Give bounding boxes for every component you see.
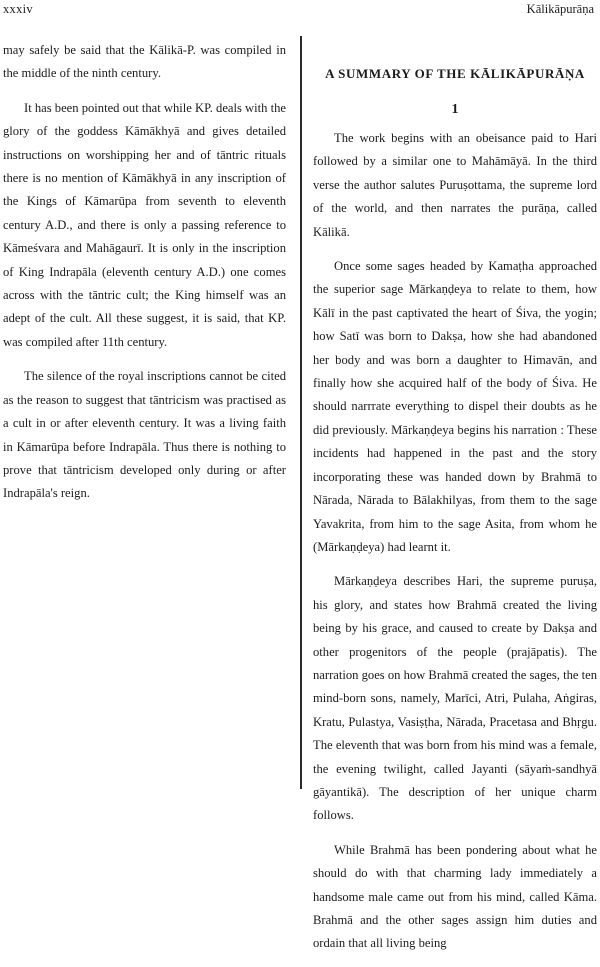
right-column	[313, 65, 597, 967]
right-paragraph-3: Mārkaṇḍeya describes Hari, the supreme puruṣa, his glory, and states how Brahmā created the living being by his grace, and caused to create by Dakṣa and other progenitors of the people (prajāpatis). The narration goes on how Brahmā created the sages, the ten mind-born sons, namely, Marīci, Atri, Pulaha, Aṅgiras, Kratu, Pulastya, Vasiṣṭha, Nārada, Pracetasa and Bhṛgu. The eleventh that was born from his mind was a female, the evening twilight, called Jayanti (sāyaṁ-sandhyā gāyantikā). The description of her unique charm follows.	[313, 574, 597, 823]
left-paragraph-3: The silence of the royal inscriptions cannot be cited as the reason to suggest that tāntricism was practised as a cult in or after eleventh century. It was a living faith in Kāmarūpa before Indrapāla. Thus there is nothing to prove that tāntricism developed only during or after Indrapāla's reign.	[3, 369, 286, 501]
right-paragraph-1: The work begins with an obeisance paid to Hari followed by a similar one to Mahāmāyā. In the third verse the author salutes Puruṣottama, the supreme lord of the world, and then narrates the purāṇa, called Kālikā.	[313, 131, 597, 239]
right-paragraph-4: While Brahmā has been pondering about what he should do with that charming lady immediately a handsome male came out from his mind, called Kāma. Brahmā and the other sages assign him duties and ordain that all living being	[313, 842, 597, 951]
page-number: xxxiv	[3, 2, 33, 16]
left-paragraph-1: may safely be said that the Kālikā-P. was compiled in the middle of the ninth century.	[3, 43, 286, 81]
left-paragraph-2: It has been pointed out that while KP. deals with the glory of the goddess Kāmākhyā and gives detailed instructions on worshipping her and of tāntric rituals there is no mention of Kāmākhyā in any inscription of the Kings of Kāmarūpa from seventh to eleventh century A.D., and there is only a passing reference to Kāmeśvara and Mahāgaurī. It is only in the inscription of King Indrapāla (eleventh century A.D.) one comes across with the tāntric cult; the King himself was an adept of the cult. All these suggest, it is said, that KP. was compiled after 11th century.	[3, 100, 286, 349]
left-column	[3, 39, 286, 517]
section-number: 1	[451, 102, 459, 117]
right-paragraph-2: Once some sages headed by Kamaṭha approached the superior sage Mārkaṇḍeya to relate to them, how Kālī in the past captivated the heart of Śiva, the yogin; how Satī was born to Dakṣa, how she had abandoned her body and was born a daughter to Himavān, and finally how she acquired half of the body of Śiva. He should narrrate everything to dispel their doubts as he did previously. Mārkaṇḍeya begins his narration : These incidents had happened in the past and the story incorporating these was handed down by Brahmā to Nārada, Nārada to Bālakhilyas, from them to the sage Yavakrita, from him to the sage Asita, from whom he (Mārkaṇḍeya) had learnt it.	[313, 259, 597, 554]
running-title: Kālikāpurāṇa	[526, 2, 594, 16]
summary-title: A SUMMARY OF THE KĀLIKĀPURĀṆA	[325, 66, 585, 81]
column-divider	[300, 36, 302, 789]
